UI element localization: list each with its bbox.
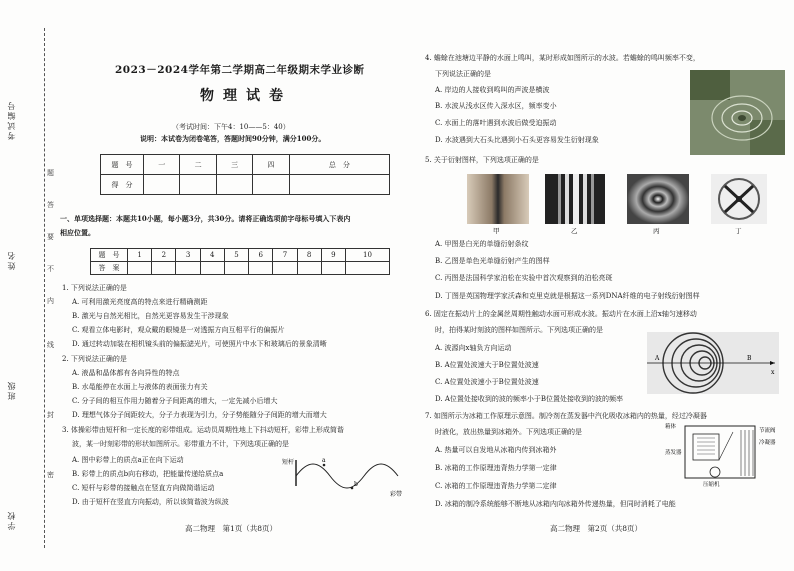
q4-option-b: B. 水波从浅水区传入深水区，频率变小 — [435, 102, 557, 110]
q5-stem: 5. 关于衍射图样，下列选项正确的是 — [425, 156, 539, 164]
q2-option-b: B. 水黾能停在水面上与液体的表面张力有关 — [72, 383, 208, 391]
name-label: 姓名 — [7, 250, 16, 270]
answer-cell: 4 — [200, 249, 224, 262]
answer-input[interactable] — [224, 262, 248, 275]
binding-margin — [0, 0, 52, 571]
q1-option-c: C. 观看立体电影时，观众戴的眼镜是一对透振方向互相平行的偏振片 — [72, 326, 285, 334]
q1-option-a: A. 可利用激光亮度高的特点来进行精确测距 — [72, 298, 208, 306]
q7-option-c: C. 冰箱的工作原理违背热力学第二定律 — [435, 482, 557, 490]
answer-cell: 6 — [249, 249, 273, 262]
score-cell: 三 — [216, 155, 252, 175]
fig-label-condenser: 冷凝器 — [759, 440, 776, 446]
q5-option-c: C. 丙图是法国科学家泊松在实验中首次观察到的泊松亮斑 — [435, 274, 613, 282]
exam-note: 说明：本试卷为闭卷笔答，答题时间90分钟，满分100分。 — [140, 134, 326, 143]
answer-input[interactable] — [128, 262, 152, 275]
exam-time: （考试时间：下午4：10——5：40） — [172, 123, 290, 131]
seal-char: 不 — [47, 265, 54, 273]
seal-char: 线 — [47, 341, 54, 349]
answer-table — [90, 248, 390, 275]
exam-no-label: 考试编号 — [7, 100, 16, 140]
fig-label-yi: 乙 — [571, 227, 578, 234]
answer-input[interactable] — [273, 262, 297, 275]
section-1-instruction-cont: 相应位置。 — [60, 228, 95, 237]
page-2-footer: 高二物理 第2页（共8页） — [550, 524, 643, 533]
q4-stem: 4. 蟾蜍在池塘边平静的水面上鸣叫，某时形成如图所示的水波。若蟾蜍的鸣叫频率不变， — [425, 54, 700, 62]
q2-option-c: C. 分子间的相互作用力随着分子间距离的增大，一定先减小后增大 — [72, 397, 278, 405]
q6-stem: 6. 固定在振动片上的金属丝周期性触动水面可形成水波。振动片在水面上沿x轴匀速移动 — [425, 310, 697, 318]
fig-label-a-pos: A — [655, 355, 660, 362]
q7-option-d: D. 冰箱的制冷系统能够不断地从冰箱内向冰箱外传递热量，但同时消耗了电能 — [435, 500, 676, 508]
score-cell: 总 分 — [289, 155, 389, 175]
q1-option-b: B. 激光与自然光相比，自然光更容易发生干涉现象 — [72, 312, 229, 320]
section-1-instruction: 一、单项选择题：本题共10小题，每小题3分，共30分。请将正确选项前字母标号填入下表内 — [60, 214, 351, 223]
score-input[interactable] — [289, 175, 389, 195]
fig-label-ribbon: 彩带 — [390, 491, 403, 498]
q3-stem-cont: 波，某一时刻彩带的形状如图所示。彩带重力不计，下列选项正确的是 — [72, 440, 289, 448]
page-1-footer: 高二物理 第1页（共8页） — [185, 524, 278, 533]
fig-label-b-pos: B — [747, 355, 752, 362]
refrigerator-diagram — [663, 420, 785, 488]
answer-input[interactable] — [176, 262, 200, 275]
q6-option-d: D. A位置处接收到的波的频率小于B位置处接收到的波的频率 — [435, 395, 624, 403]
q3-option-b: B. 彩带上的质点b向右移动，把能量传递给质点a — [72, 470, 224, 478]
answer-cell: 8 — [297, 249, 321, 262]
answer-input[interactable] — [249, 262, 273, 275]
ribbon-wave-figure — [282, 456, 412, 506]
q4-option-d: D. 水波遇到大石头比遇到小石头更容易发生衍射现象 — [435, 136, 599, 144]
fig-label-valve: 节流阀 — [759, 428, 776, 434]
fig-label-ding: 丁 — [735, 227, 742, 234]
pond-wave-photo — [690, 70, 785, 155]
answer-input[interactable] — [200, 262, 224, 275]
answer-input[interactable] — [152, 262, 176, 275]
school-label: 学校 — [7, 510, 16, 530]
exam-header: 2023－2024学年第二学期高二年级期末学业诊断 — [115, 64, 365, 76]
diffraction-figures — [455, 172, 775, 234]
score-cell: 题 号 — [101, 155, 144, 175]
fig-label-x-axis: x — [771, 369, 775, 376]
seal-char: 答 — [47, 201, 54, 209]
q6-option-a: A. 波源向x轴负方向运动 — [435, 344, 512, 352]
class-label: 班级 — [7, 380, 16, 400]
q5-option-b: B. 乙图是单色光单缝衍射产生的图样 — [435, 257, 550, 265]
answer-cell: 9 — [321, 249, 345, 262]
score-input[interactable] — [144, 175, 180, 195]
answer-cell: 答 案 — [91, 262, 128, 275]
q2-option-d: D. 理想气体分子间距较大，分子力表现为引力，分子势能随分子间距的增大而增大 — [72, 411, 327, 419]
answer-cell: 10 — [345, 249, 389, 262]
seal-char: 要 — [47, 233, 54, 241]
seal-line — [44, 28, 45, 548]
score-cell: 四 — [253, 155, 289, 175]
seal-char: 封 — [47, 411, 54, 419]
q7-option-a: A. 热量可以自发地从冰箱内传到冰箱外 — [435, 446, 557, 454]
q7-stem: 7. 如图所示为冰箱工作原理示意图。制冷剂在蒸发器中汽化吸收冰箱内的热量，经过冷凝器 — [425, 412, 707, 420]
q3-option-c: C. 短杆与彩带的接触点在竖直方向做简谐运动 — [72, 484, 215, 492]
q7-stem-cont: 时液化，放出热量到冰箱外。下列选项正确的是 — [435, 428, 582, 436]
score-cell: 一 — [144, 155, 180, 175]
seal-char: 题 — [47, 169, 54, 177]
seal-char: 密 — [47, 471, 54, 479]
answer-cell: 1 — [128, 249, 152, 262]
fig-label-bing: 丙 — [653, 227, 660, 234]
score-input[interactable] — [253, 175, 289, 195]
score-cell: 二 — [180, 155, 216, 175]
q5-option-d: D. 丁图是英国物理学家沃森和克里克就是根据这一系列DNA纤维的电子射线衍射图样 — [435, 292, 700, 300]
q4-option-a: A. 岸边的人接收到鸣叫的声波是横波 — [435, 86, 550, 94]
answer-cell: 7 — [273, 249, 297, 262]
answer-cell: 3 — [176, 249, 200, 262]
fig-label-box: 箱体 — [665, 424, 677, 430]
answer-input[interactable] — [321, 262, 345, 275]
answer-input[interactable] — [345, 262, 389, 275]
q4-stem-cont: 下列说法正确的是 — [435, 70, 491, 78]
score-input[interactable] — [180, 175, 216, 195]
answer-cell: 题 号 — [91, 249, 128, 262]
q7-option-b: B. 冰箱的工作原理违背热力学第一定律 — [435, 464, 557, 472]
seal-char: 内 — [47, 297, 54, 305]
q5-option-a: A. 甲图是白光的单缝衍射条纹 — [435, 240, 529, 248]
score-cell: 得 分 — [101, 175, 144, 195]
q3-option-a: A. 图中彩带上的质点a正在向下运动 — [72, 456, 184, 464]
fig-label-short-stick: 短杆 — [282, 459, 295, 466]
fig-label-compressor: 压缩机 — [703, 482, 720, 488]
q4-option-c: C. 水面上的落叶遇到水波后做受迫振动 — [435, 119, 557, 127]
score-table — [100, 154, 390, 195]
page-title: 物理试卷 — [200, 88, 292, 104]
q3-option-d: D. 由于短杆在竖直方向振动，所以该简谐波为纵波 — [72, 498, 229, 506]
fig-label-jia: 甲 — [493, 227, 500, 234]
doppler-ripple-figure — [647, 332, 779, 394]
q6-stem-cont: 时，拍得某时刻波的图样如图所示。下列选项正确的是 — [435, 326, 603, 334]
q3-stem: 3. 体操彩带由短杆和一定长度的彩带组成。运动员周期性地上下抖动短杆，彩带上形成简谐 — [62, 426, 344, 434]
q1-option-d: D. 通过转动加装在相机镜头前的偏振滤光片，可使照片中水下和玻璃后的景象清晰 — [72, 340, 327, 348]
q6-option-c: C. A位置处波速小于B位置处波速 — [435, 378, 539, 386]
answer-cell: 2 — [152, 249, 176, 262]
q1-stem: 1. 下列说法正确的是 — [62, 284, 127, 292]
answer-cell: 5 — [224, 249, 248, 262]
fig-label-b: b — [354, 481, 358, 488]
q2-stem: 2. 下列说法正确的是 — [62, 355, 127, 363]
q2-option-a: A. 液晶和晶体都有各向异性的特点 — [72, 369, 180, 377]
q6-option-b: B. A位置处波速大于B位置处波速 — [435, 361, 539, 369]
fig-label-evaporator: 蒸发器 — [665, 450, 682, 456]
fig-label-a: a — [322, 457, 326, 464]
answer-input[interactable] — [297, 262, 321, 275]
score-input[interactable] — [216, 175, 252, 195]
